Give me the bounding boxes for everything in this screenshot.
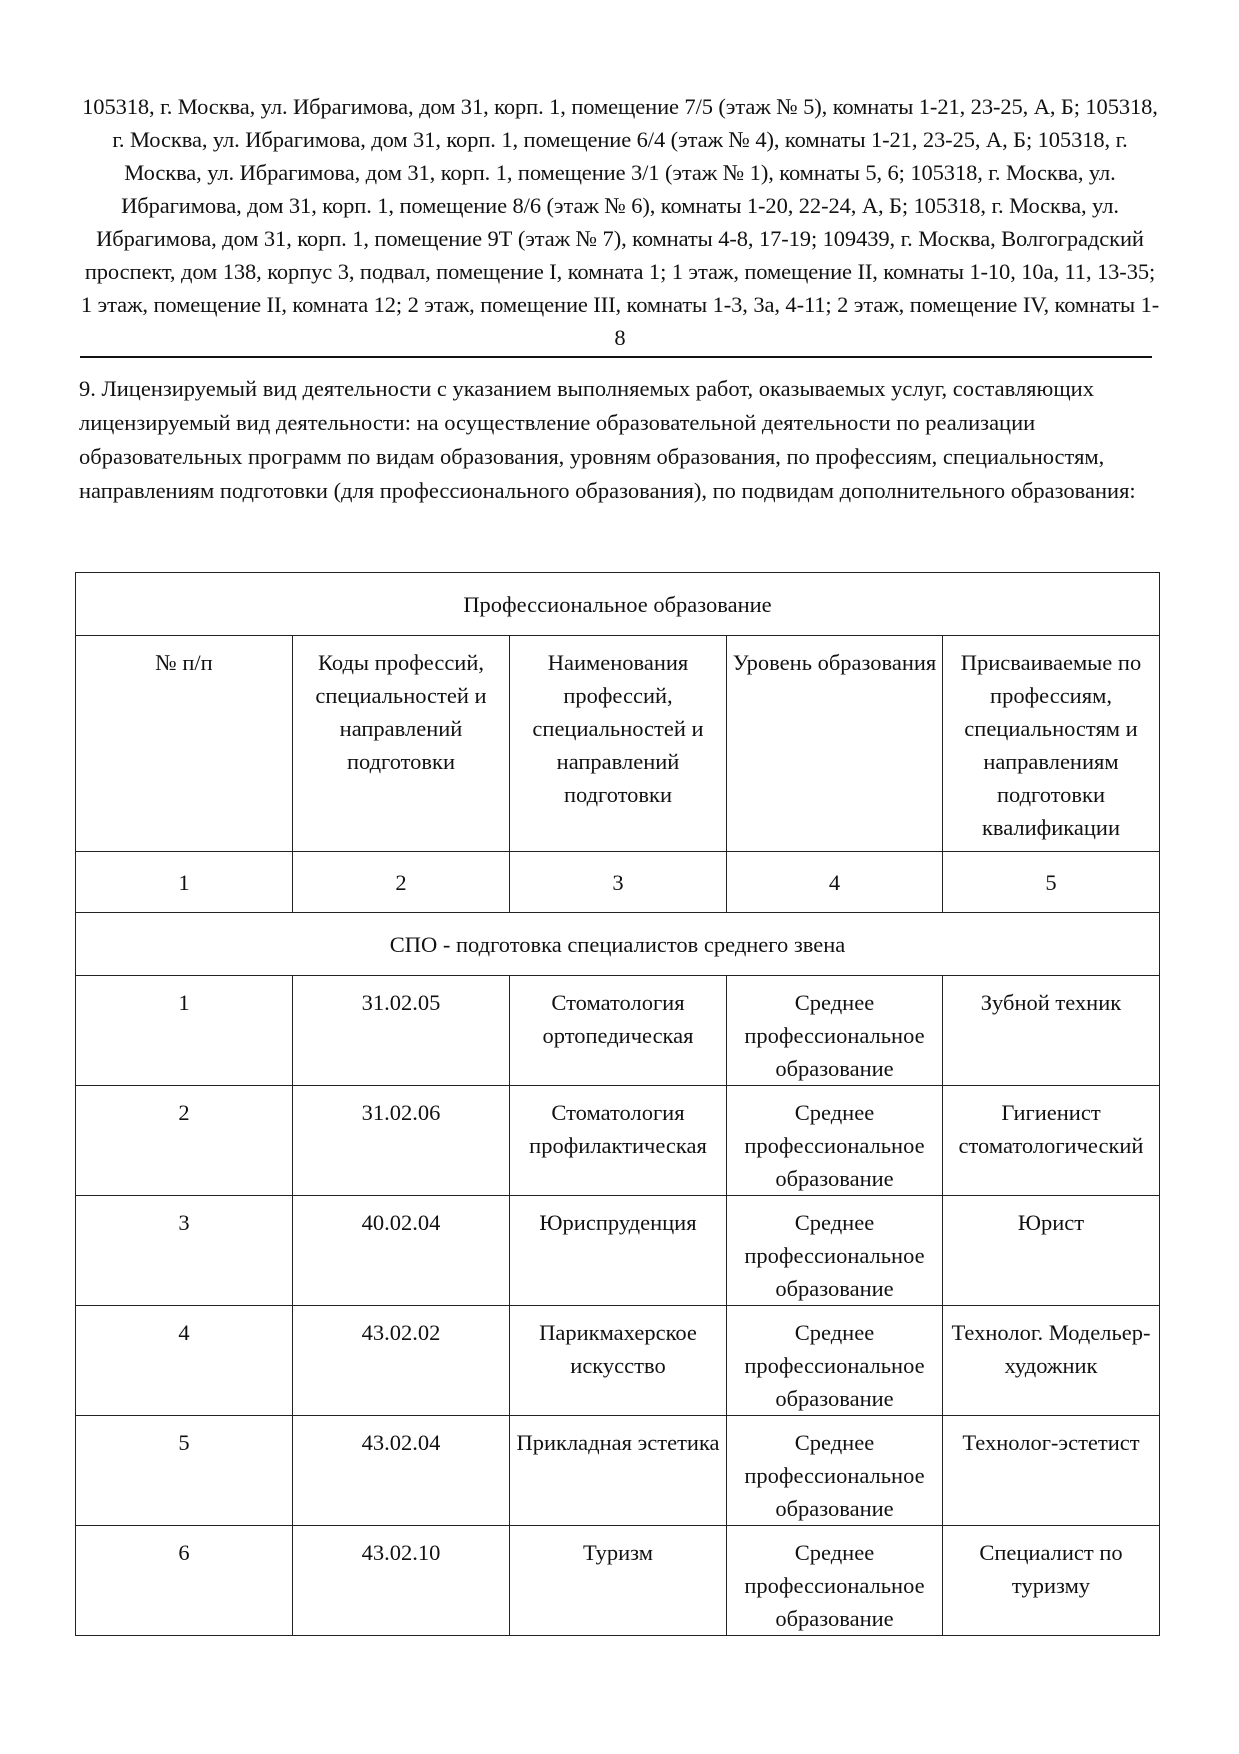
- row-code: 31.02.05: [293, 976, 510, 1086]
- row-code: 43.02.10: [293, 1526, 510, 1636]
- table-caption: Профессиональное образование: [76, 573, 1160, 636]
- row-level: Среднее профессиональное образование: [727, 976, 943, 1086]
- row-name: Стоматология профилактическая: [510, 1086, 727, 1196]
- table-row: [76, 1086, 1160, 1196]
- column-number: 2: [293, 852, 510, 913]
- address-list: 105318, г. Москва, ул. Ибрагимова, дом 31, корп. 1, помещение 7/5 (этаж № 5), комнаты 1-21, 23-25, А, Б; 105318, г. Москва, ул. Ибрагимова, дом 31, корп. 1, помещение 6/4 (этаж № 4), комнаты 1-21, 23-25, А, Б; 105318, г. Москва, ул. Ибрагимова, дом 31, корп. 1, помещение 3/1 (этаж № 1), комнаты 5, 6; 105318, г. Москва, ул. Ибрагимова, дом 31, корп. 1, помещение 8/6 (этаж № 6), комнаты 1-20, 22-24, А, Б; 105318, г. Москва, ул. Ибрагимова, дом 31, корп. 1, помещение 9Т (этаж № 7), комнаты 4-8, 17-19; 109439, г. Москва, Волгоградский проспект, дом 138, корпус 3, подвал, помещение I, комната 1; 1 этаж, помещение II, комнаты 1-10, 10а, 11, 13-35; 1 этаж, помещение II, комната 12; 2 этаж, помещение III, комнаты 1-3, 3а, 4-11; 2 этаж, помещение IV, комнаты 1-8: [80, 94, 1160, 350]
- row-code: 40.02.04: [293, 1196, 510, 1306]
- row-number: 4: [76, 1306, 293, 1416]
- group-title: СПО - подготовка специалистов среднего звена: [76, 913, 1160, 976]
- section-9-paragraph: 9. Лицензируемый вид деятельности с указанием выполняемых работ, оказываемых услуг, составляющих лицензируемый вид деятельности: на осуществление образовательной деятельности по реализации образовательных программ по видам образования, уровням образования, по профессиям, специальностям, направлениям подготовки (для профессионального образования), по подвидам дополнительного образования:: [79, 376, 1136, 503]
- row-code: 43.02.02: [293, 1306, 510, 1416]
- table-row: [76, 976, 1160, 1086]
- row-qualification: Технолог. Модельер-художник: [943, 1306, 1160, 1416]
- column-number: 3: [510, 852, 727, 913]
- row-number: 5: [76, 1416, 293, 1526]
- row-qualification: Технолог-эстетист: [943, 1416, 1160, 1526]
- row-level: Среднее профессиональное образование: [727, 1416, 943, 1526]
- column-header-level: Уровень образования: [727, 636, 943, 852]
- row-qualification: Специалист по туризму: [943, 1526, 1160, 1636]
- row-number: 1: [76, 976, 293, 1086]
- row-code: 31.02.06: [293, 1086, 510, 1196]
- table-row: [76, 1526, 1160, 1636]
- table-header-row: [76, 636, 1160, 852]
- row-number: 3: [76, 1196, 293, 1306]
- column-number: 4: [727, 852, 943, 913]
- row-number: 6: [76, 1526, 293, 1636]
- table-row: [76, 1306, 1160, 1416]
- row-name: Прикладная эстетика: [510, 1416, 727, 1526]
- row-qualification: Гигиенист стоматологический: [943, 1086, 1160, 1196]
- column-header-number: № п/п: [76, 636, 293, 852]
- education-programs-table: [75, 572, 1160, 1636]
- table-row: [76, 1416, 1160, 1526]
- row-code: 43.02.04: [293, 1416, 510, 1526]
- row-level: Среднее профессиональное образование: [727, 1306, 943, 1416]
- row-number: 2: [76, 1086, 293, 1196]
- column-number-row: [76, 852, 1160, 913]
- column-number: 1: [76, 852, 293, 913]
- table-row: [76, 1196, 1160, 1306]
- group-title-row: [76, 913, 1160, 976]
- row-qualification: Юрист: [943, 1196, 1160, 1306]
- row-level: Среднее профессиональное образование: [727, 1086, 943, 1196]
- row-qualification: Зубной техник: [943, 976, 1160, 1086]
- row-level: Среднее профессиональное образование: [727, 1196, 943, 1306]
- table-caption-row: [76, 573, 1160, 636]
- row-name: Стоматология ортопедическая: [510, 976, 727, 1086]
- row-name: Туризм: [510, 1526, 727, 1636]
- column-header-qualification: Присваиваемые по профессиям, специальностям и направлениям подготовки квалификации: [943, 636, 1160, 852]
- column-header-code: Коды профессий, специальностей и направлений подготовки: [293, 636, 510, 852]
- divider-line: [80, 356, 1152, 358]
- row-name: Юриспруденция: [510, 1196, 727, 1306]
- column-header-name: Наименования профессий, специальностей и направлений подготовки: [510, 636, 727, 852]
- column-number: 5: [943, 852, 1160, 913]
- row-name: Парикмахерское искусство: [510, 1306, 727, 1416]
- row-level: Среднее профессиональное образование: [727, 1526, 943, 1636]
